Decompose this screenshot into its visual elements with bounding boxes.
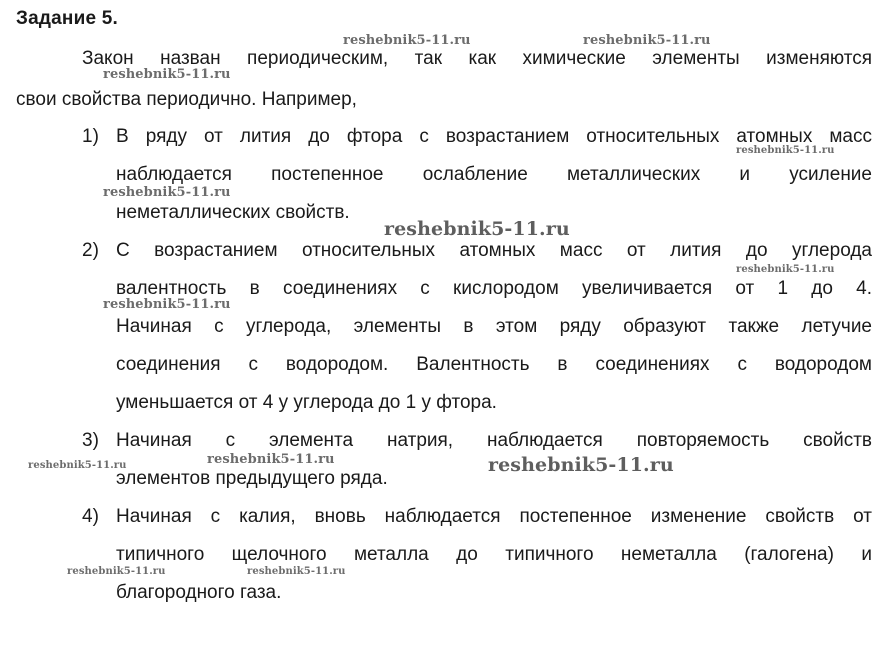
- watermark: reshebnik5-11.ru: [488, 454, 674, 476]
- watermark: reshebnik5-11.ru: [103, 185, 231, 200]
- watermark: reshebnik5-11.ru: [736, 145, 835, 156]
- watermark: reshebnik5-11.ru: [583, 33, 711, 48]
- watermark: reshebnik5-11.ru: [67, 566, 166, 577]
- item-3-line-2: элементов предыдущего ряда.: [116, 468, 388, 489]
- item-2-line-1: С возрастанием относительных атомных масс от лития до углерода: [116, 240, 872, 261]
- item-1-line-2: наблюдается постепенное ослабление металлических и усиление: [116, 164, 872, 185]
- item-2-line-2: валентность в соединениях с кислородом увеличивается от 1 до 4.: [116, 278, 872, 299]
- watermark: reshebnik5-11.ru: [343, 33, 471, 48]
- item-4-line-3: благородного газа.: [116, 582, 282, 603]
- item-2-line-4: соединения с водородом. Валентность в соединениях с водородом: [116, 354, 872, 375]
- item-2-line-3: Начиная с углерода, элементы в этом ряду образуют также летучие: [116, 316, 872, 337]
- item-1-number: 1): [82, 126, 99, 147]
- watermark: reshebnik5-11.ru: [207, 452, 335, 467]
- item-4-number: 4): [82, 506, 99, 527]
- watermark: reshebnik5-11.ru: [736, 264, 835, 275]
- item-4-line-2: типичного щелочного металла до типичного неметалла (галогена) и: [116, 544, 872, 565]
- intro-line-1: Закон назван периодическим, так как химические элементы изменяются: [82, 48, 872, 69]
- watermark: reshebnik5-11.ru: [103, 67, 231, 82]
- watermark: reshebnik5-11.ru: [247, 566, 346, 577]
- item-2-line-5: уменьшается от 4 у углерода до 1 у фтора.: [116, 392, 497, 413]
- item-4-line-1: Начиная с калия, вновь наблюдается постепенное изменение свойств от: [116, 506, 872, 527]
- item-2-number: 2): [82, 240, 99, 261]
- intro-line-2: свои свойства периодично. Например,: [16, 89, 357, 110]
- watermark: reshebnik5-11.ru: [384, 218, 570, 240]
- item-3-number: 3): [82, 430, 99, 451]
- watermark: reshebnik5-11.ru: [28, 460, 127, 471]
- item-1-line-3: неметаллических свойств.: [116, 202, 350, 223]
- item-3-line-1: Начиная с элемента натрия, наблюдается повторяемость свойств: [116, 430, 872, 451]
- item-1-line-1: В ряду от лития до фтора с возрастанием относительных атомных масс: [116, 126, 872, 147]
- task-title: Задание 5.: [16, 8, 118, 29]
- watermark: reshebnik5-11.ru: [103, 297, 231, 312]
